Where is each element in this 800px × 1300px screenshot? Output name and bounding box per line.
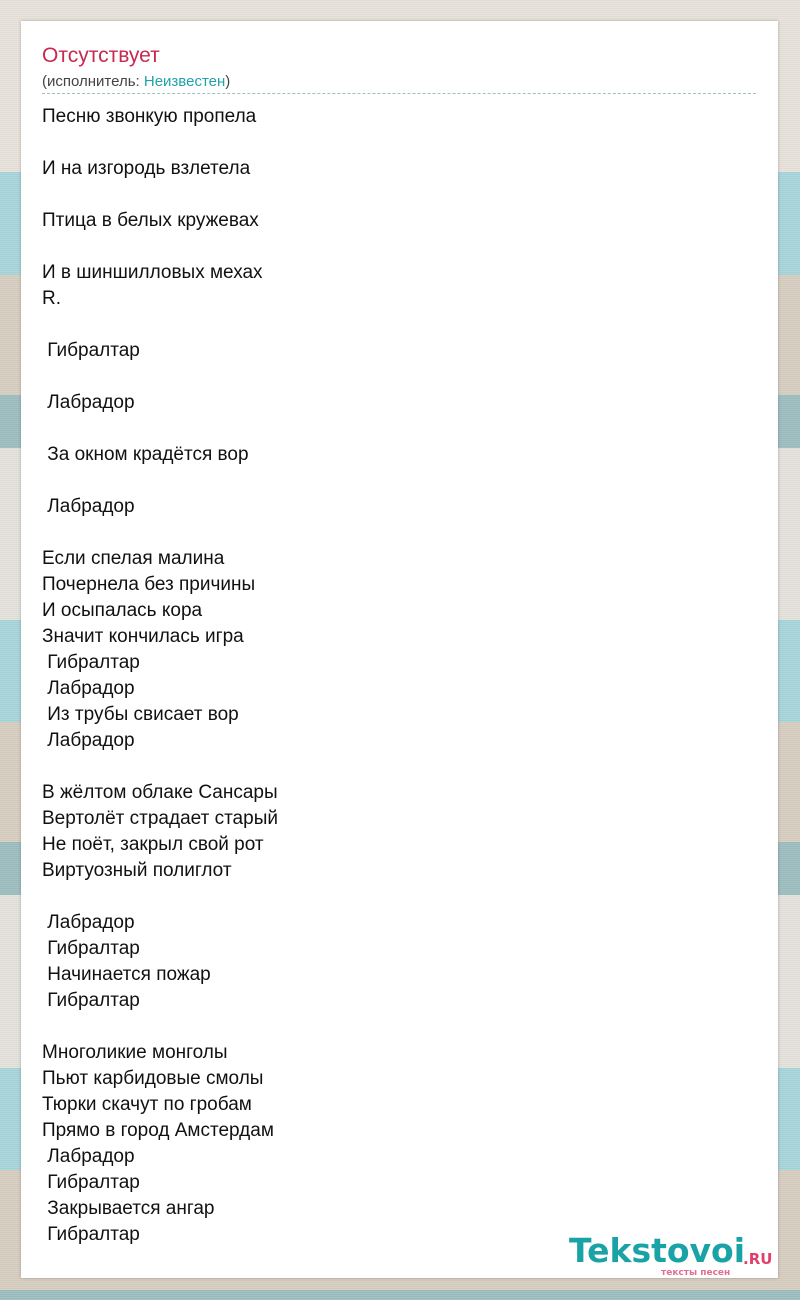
performer-line xyxy=(42,73,230,91)
artist-link[interactable]: Неизвестен xyxy=(143,73,226,90)
lyrics-card xyxy=(21,21,778,1278)
title-divider xyxy=(42,93,756,94)
logo-domain: .RU xyxy=(743,1250,773,1268)
logo-tagline: тексты песен xyxy=(661,1268,731,1278)
site-logo[interactable] xyxy=(569,1231,779,1281)
song-title: Отсутствует xyxy=(42,44,160,67)
logo-wordmark: Tekstovoi xyxy=(569,1231,746,1270)
lyrics-text: Песню звонкую пропела И на изгородь взлетела Птица в белых кружевах И в шиншилловых мехах R. Гибралтар Лабрадор За окном крадётся вор Лабрадор Если спелая малина Почернела без причины И осыпалась кора Значит кончилась игра Гибралтар Лабрадор Из трубы свисает вор Лабрадор В жёлтом облаке Сансары Вертолёт страдает старый Не поёт, закрыл свой рот Виртуозный полиглот Лабрадор Гибралтар Начинается пожар Гибралтар Многоликие монголы Пьют карбидовые смолы Тюрки скачут по гробам Прямо в город Амстердам Лабрадор Гибралтар Закрывается ангар Гибралтар xyxy=(42,106,278,1245)
performer-suffix: ) xyxy=(225,73,231,90)
performer-prefix: (исполнитель: xyxy=(42,73,144,90)
